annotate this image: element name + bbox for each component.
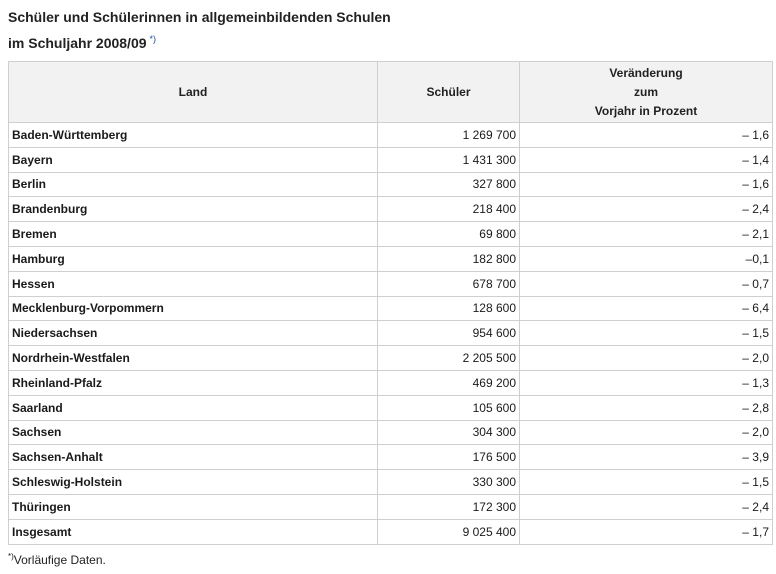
cell-schueler: 172 300 <box>378 494 520 519</box>
cell-schueler: 1 431 300 <box>378 147 520 172</box>
cell-schueler: 69 800 <box>378 222 520 247</box>
column-header-land: Land <box>9 62 378 123</box>
cell-land: Thüringen <box>9 494 378 519</box>
title-line-2 <box>8 28 391 54</box>
cell-land: Hamburg <box>9 246 378 271</box>
cell-schueler: 182 800 <box>378 246 520 271</box>
cell-schueler: 304 300 <box>378 420 520 445</box>
column-header-change-line-3: Vorjahr in Prozent <box>594 103 698 118</box>
cell-schueler: 330 300 <box>378 470 520 495</box>
cell-change: – 1,5 <box>520 321 773 346</box>
cell-change: – 1,6 <box>520 172 773 197</box>
cell-schueler: 128 600 <box>378 296 520 321</box>
cell-change: – 2,0 <box>520 346 773 371</box>
table-body <box>9 123 773 545</box>
table-row <box>9 271 773 296</box>
title-line-1: Schüler und Schülerinnen in allgemeinbildenden Schulen <box>8 9 391 25</box>
footnote-text: Vorläufige Daten. <box>13 553 106 567</box>
footnote-reference-link[interactable]: *) <box>149 34 157 44</box>
cell-land: Sachsen-Anhalt <box>9 445 378 470</box>
cell-change: – 3,9 <box>520 445 773 470</box>
cell-change: – 1,4 <box>520 147 773 172</box>
table-row <box>9 420 773 445</box>
cell-schueler: 678 700 <box>378 271 520 296</box>
cell-land: Insgesamt <box>9 519 378 544</box>
pupils-table <box>8 61 773 545</box>
cell-schueler: 176 500 <box>378 445 520 470</box>
footnote-marker: *) <box>8 552 14 561</box>
cell-land: Niedersachsen <box>9 321 378 346</box>
cell-change: – 1,3 <box>520 370 773 395</box>
cell-schueler: 9 025 400 <box>378 519 520 544</box>
table-row <box>9 147 773 172</box>
cell-change: – 2,4 <box>520 494 773 519</box>
cell-land: Saarland <box>9 395 378 420</box>
cell-land: Nordrhein-Westfalen <box>9 346 378 371</box>
cell-change: – 6,4 <box>520 296 773 321</box>
table-header-row <box>9 62 773 123</box>
cell-land: Mecklenburg-Vorpommern <box>9 296 378 321</box>
cell-change: – 2,4 <box>520 197 773 222</box>
table-row <box>9 445 773 470</box>
cell-land: Bayern <box>9 147 378 172</box>
column-header-schueler: Schüler <box>378 62 520 123</box>
table-row <box>9 519 773 544</box>
table-row <box>9 197 773 222</box>
cell-change: – 2,1 <box>520 222 773 247</box>
cell-schueler: 1 269 700 <box>378 123 520 148</box>
cell-change: – 0,7 <box>520 271 773 296</box>
cell-change: – 1,5 <box>520 470 773 495</box>
footnote <box>8 549 106 568</box>
table-row <box>9 494 773 519</box>
table-row <box>9 395 773 420</box>
table-row <box>9 321 773 346</box>
column-header-change-line-2: zum <box>634 84 658 99</box>
table-row <box>9 172 773 197</box>
cell-land: Schleswig-Holstein <box>9 470 378 495</box>
cell-schueler: 105 600 <box>378 395 520 420</box>
table-row <box>9 346 773 371</box>
column-header-change <box>520 62 773 123</box>
cell-change: – 1,6 <box>520 123 773 148</box>
cell-land: Sachsen <box>9 420 378 445</box>
cell-schueler: 954 600 <box>378 321 520 346</box>
cell-land: Baden-Württemberg <box>9 123 378 148</box>
column-header-change-line-1: Veränderung <box>609 65 683 80</box>
table-row <box>9 123 773 148</box>
cell-change: – 1,7 <box>520 519 773 544</box>
table-row <box>9 370 773 395</box>
cell-change: – 2,8 <box>520 395 773 420</box>
table-row <box>9 296 773 321</box>
cell-land: Rheinland-Pfalz <box>9 370 378 395</box>
cell-schueler: 218 400 <box>378 197 520 222</box>
cell-change: – 2,0 <box>520 420 773 445</box>
cell-schueler: 469 200 <box>378 370 520 395</box>
cell-land: Berlin <box>9 172 378 197</box>
table-row <box>9 222 773 247</box>
page-title <box>8 6 391 54</box>
cell-schueler: 327 800 <box>378 172 520 197</box>
cell-land: Brandenburg <box>9 197 378 222</box>
cell-change: –0,1 <box>520 246 773 271</box>
table-row <box>9 470 773 495</box>
cell-land: Hessen <box>9 271 378 296</box>
table-row <box>9 246 773 271</box>
title-line-2-text: im Schuljahr 2008/09 <box>8 35 147 51</box>
cell-schueler: 2 205 500 <box>378 346 520 371</box>
cell-land: Bremen <box>9 222 378 247</box>
